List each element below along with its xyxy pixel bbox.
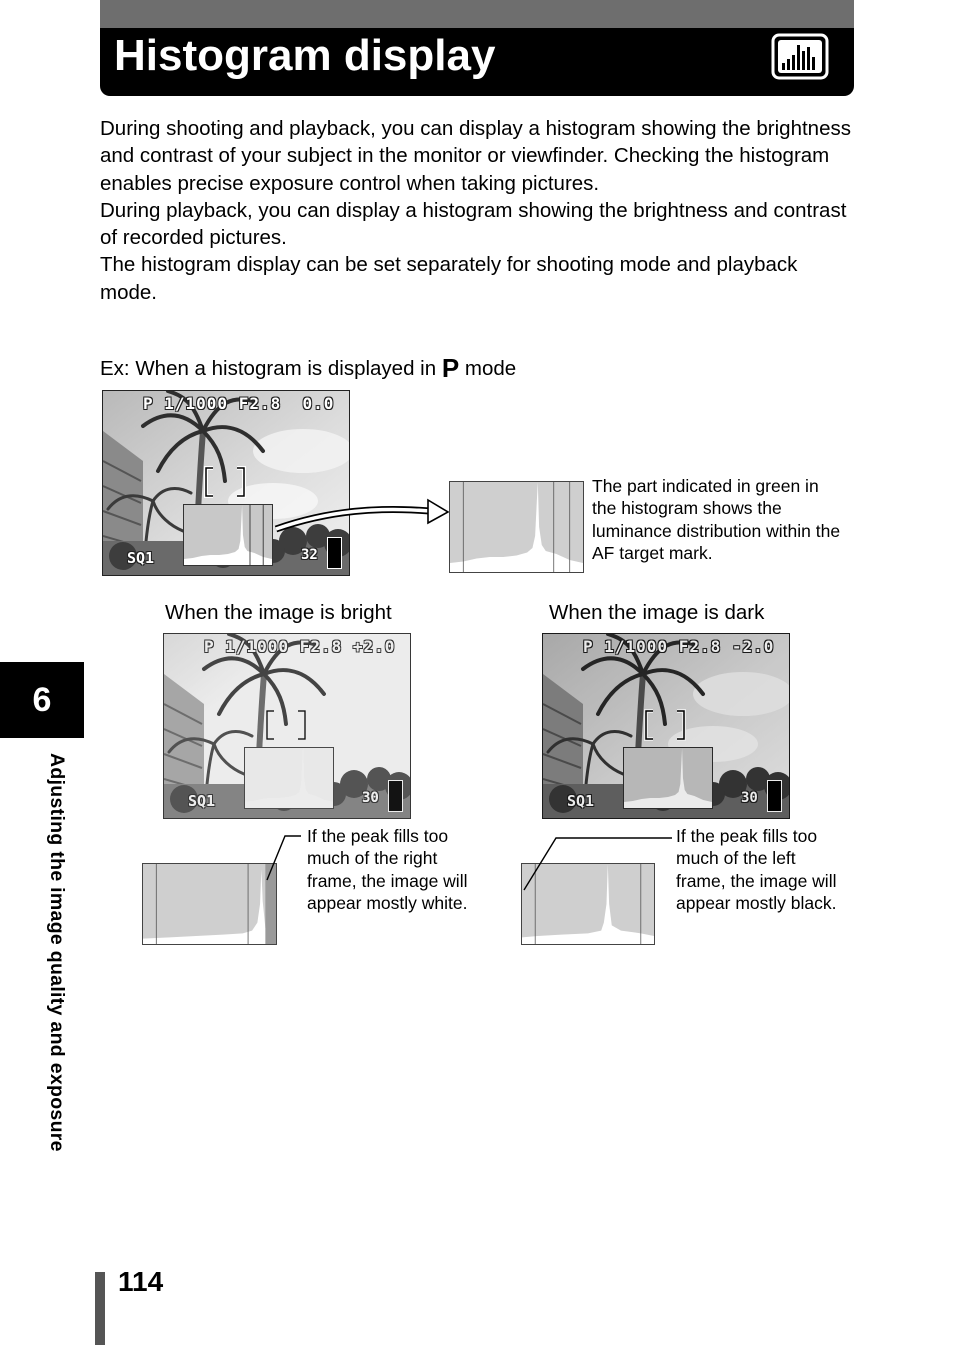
camera-screen-bright — [163, 633, 411, 819]
battery-icon — [388, 780, 403, 812]
intro-paragraph-2: During playback, you can display a histogram showing the brightness and contrast of recorded pictures. — [100, 198, 847, 250]
intro-text — [100, 115, 860, 306]
image-quality-indicator: SQ1 — [567, 792, 595, 810]
green-part-caption: The part indicated in green in the histogram shows the luminance distribution within the AF target mark. — [592, 476, 841, 564]
image-quality-indicator: SQ1 — [127, 549, 155, 567]
camera-screen-dark — [542, 633, 790, 819]
example-prefix: Ex: When a histogram is displayed in — [100, 357, 437, 380]
battery-icon — [327, 537, 342, 569]
osd-readout: P 1/1000 F2.8 +2.0 — [204, 637, 396, 656]
af-target-mark — [203, 466, 247, 498]
dark-note: If the peak fills too much of the left frame, the image will appear mostly black. — [676, 826, 837, 914]
histogram-icon — [771, 33, 829, 80]
intro-paragraph-3: The histogram display can be set separately for shooting mode and playback mode. — [100, 253, 798, 304]
title-bar-top-strip — [100, 0, 854, 28]
dark-heading: When the image is dark — [549, 601, 765, 624]
osd-readout: P 1/1000 F2.8 -2.0 — [583, 637, 775, 656]
frame-count: 32 — [301, 547, 318, 563]
histogram-enlarged — [449, 481, 584, 573]
example-caption — [100, 353, 516, 384]
arrow-icon — [270, 495, 455, 535]
example-suffix: mode — [464, 357, 517, 380]
battery-icon — [767, 780, 782, 812]
page-number-bar — [95, 1272, 105, 1345]
image-quality-indicator: SQ1 — [188, 792, 216, 810]
frame-count: 30 — [741, 790, 758, 806]
mini-histogram — [623, 747, 713, 809]
callout-line-bright — [265, 832, 310, 884]
callout-line-dark — [522, 832, 674, 894]
page-number: 114 — [118, 1266, 164, 1297]
intro-paragraph-1: During shooting and playback, you can display a histogram showing the brightness and contrast of your subject in the monitor or viewfinder. Checking the histogram enables precise exposure control when taking pictures. — [100, 117, 851, 195]
mini-histogram — [183, 504, 273, 566]
page-title: Histogram display — [114, 31, 496, 80]
bright-note: If the peak fills too much of the right frame, the image will appear mostly white. — [307, 826, 468, 914]
chapter-tab: 6 — [0, 662, 84, 738]
mini-histogram — [244, 747, 334, 809]
p-mode-symbol: P — [441, 353, 460, 383]
af-target-mark — [643, 709, 687, 741]
histogram-bright — [142, 863, 277, 945]
frame-count: 30 — [362, 790, 379, 806]
chapter-side-label: Adjusting the image quality and exposure — [46, 753, 68, 1152]
af-target-mark — [264, 709, 308, 741]
bright-heading: When the image is bright — [165, 601, 392, 624]
camera-screen-main — [102, 390, 350, 576]
osd-readout: P 1/1000 F2.8 0.0 — [143, 394, 335, 413]
